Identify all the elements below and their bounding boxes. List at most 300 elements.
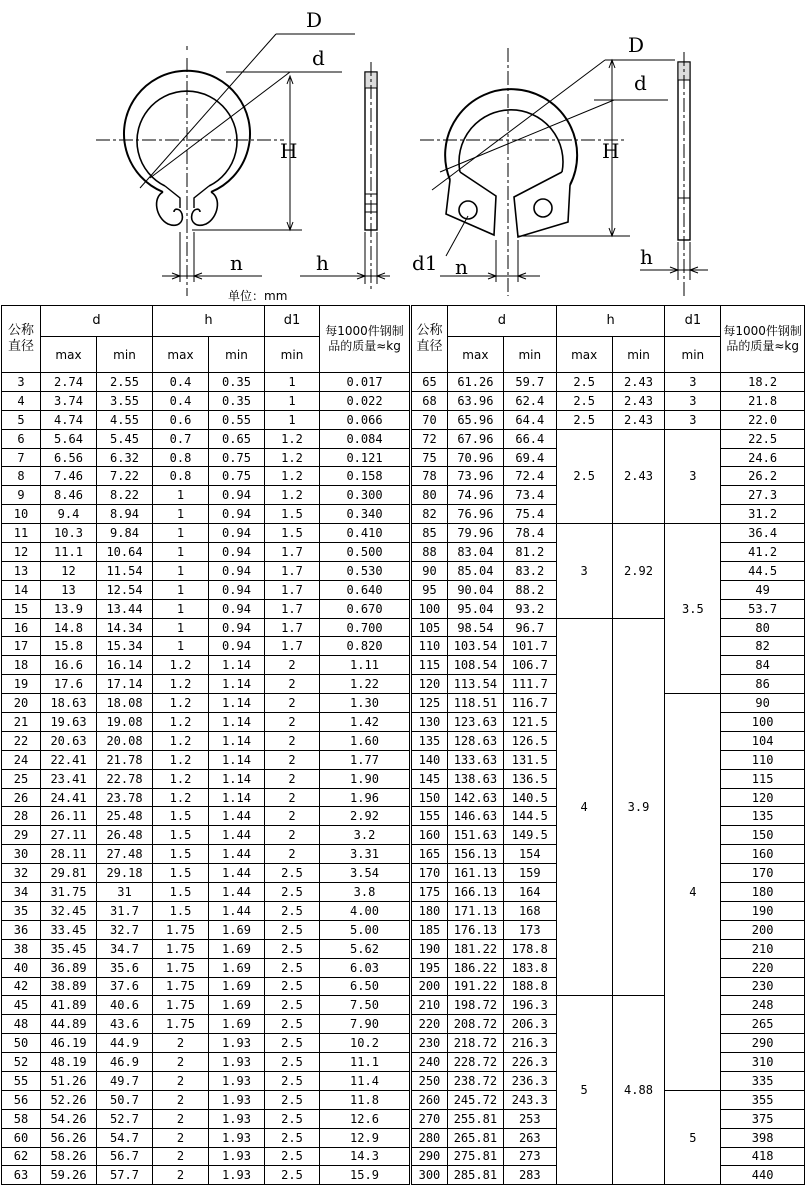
- cell-nominal-diameter: 95: [412, 580, 448, 599]
- cell-d-max: 133.63: [447, 750, 503, 769]
- cell-d-max: 83.04: [447, 543, 503, 562]
- cell-nominal-diameter: 38: [2, 939, 41, 958]
- cell-mass: 115: [721, 769, 805, 788]
- cell-d1-min: 3: [665, 410, 721, 429]
- cell-nominal-diameter: 220: [412, 1015, 448, 1034]
- cell-d-max: 108.54: [447, 656, 503, 675]
- cell-mass: 5.00: [320, 920, 410, 939]
- cell-d-min: 52.7: [97, 1109, 153, 1128]
- cell-nominal-diameter: 140: [412, 750, 448, 769]
- cell-d-max: 35.45: [41, 939, 97, 958]
- cell-nominal-diameter: 26: [2, 788, 41, 807]
- cell-d-max: 58.26: [41, 1147, 97, 1166]
- cell-nominal-diameter: 80: [412, 486, 448, 505]
- cell-nominal-diameter: 115: [412, 656, 448, 675]
- cell-nominal-diameter: 7: [2, 448, 41, 467]
- cell-mass: 190: [721, 901, 805, 920]
- cell-nominal-diameter: 210: [412, 996, 448, 1015]
- cell-mass: 1.96: [320, 788, 410, 807]
- cell-h-max: 1.2: [153, 713, 209, 732]
- cell-nominal-diameter: 200: [412, 977, 448, 996]
- cell-h-min: 1.69: [209, 977, 265, 996]
- cell-d-max: 6.56: [41, 448, 97, 467]
- cell-d-max: 98.54: [447, 618, 503, 637]
- cell-mass: 4.00: [320, 901, 410, 920]
- table-row: [2, 637, 410, 656]
- cell-h-max: 1: [153, 618, 209, 637]
- cell-h-min: 1.44: [209, 883, 265, 902]
- cell-nominal-diameter: 40: [2, 958, 41, 977]
- cell-d1-min: 2: [265, 788, 320, 807]
- cell-mass: 0.820: [320, 637, 410, 656]
- cell-h-max: 1: [153, 524, 209, 543]
- cell-h-max: 1.2: [153, 788, 209, 807]
- cell-mass: 18.2: [721, 373, 805, 392]
- cell-d1-min: 1.2: [265, 467, 320, 486]
- cell-d1-min: 2: [265, 694, 320, 713]
- cell-d-min: 66.4: [503, 429, 556, 448]
- cell-d1-min: 1.7: [265, 543, 320, 562]
- cell-d-max: 113.54: [447, 675, 503, 694]
- cell-h-min: 1.69: [209, 958, 265, 977]
- cell-d-min: 29.18: [97, 864, 153, 883]
- cell-mass: 86: [721, 675, 805, 694]
- cell-nominal-diameter: 120: [412, 675, 448, 694]
- cell-mass: 248: [721, 996, 805, 1015]
- cell-h-min: 1.14: [209, 731, 265, 750]
- cell-mass: 24.6: [721, 448, 805, 467]
- cell-h-min: 1.69: [209, 939, 265, 958]
- header-mass: 每1000件钢制品的质量≈kg: [320, 306, 410, 373]
- cell-mass: 2.92: [320, 807, 410, 826]
- cell-d-max: 24.41: [41, 788, 97, 807]
- cell-h-max: 2.5: [556, 391, 612, 410]
- cell-h-min: 1.14: [209, 788, 265, 807]
- cell-d1-min: 4: [665, 694, 721, 1091]
- cell-h-max: 2: [153, 1166, 209, 1185]
- cell-nominal-diameter: 78: [412, 467, 448, 486]
- cell-d-max: 118.51: [447, 694, 503, 713]
- left-spec-table: [1, 305, 410, 1185]
- table-row: [2, 788, 410, 807]
- cell-h-max: 1.2: [153, 731, 209, 750]
- cell-d-min: 59.7: [503, 373, 556, 392]
- cell-d-max: 11.1: [41, 543, 97, 562]
- header-h-max: max: [556, 337, 612, 373]
- cell-h-min: 2.43: [612, 429, 665, 523]
- cell-d1-min: 2.5: [265, 1015, 320, 1034]
- cell-d-min: 40.6: [97, 996, 153, 1015]
- cell-d-max: 67.96: [447, 429, 503, 448]
- cell-mass: 418: [721, 1147, 805, 1166]
- cell-nominal-diameter: 17: [2, 637, 41, 656]
- cell-mass: 1.22: [320, 675, 410, 694]
- cell-nominal-diameter: 16: [2, 618, 41, 637]
- header-h-max: max: [153, 337, 209, 373]
- cell-d-min: 83.2: [503, 561, 556, 580]
- cell-h-min: 1.14: [209, 713, 265, 732]
- table-row: [2, 391, 410, 410]
- cell-nominal-diameter: 5: [2, 410, 41, 429]
- cell-h-min: 0.35: [209, 391, 265, 410]
- table-row: [2, 1090, 410, 1109]
- cell-d-max: 19.63: [41, 713, 97, 732]
- cell-h-min: 1.14: [209, 769, 265, 788]
- cell-d1-min: 2.5: [265, 1166, 320, 1185]
- cell-h-max: 2: [153, 1090, 209, 1109]
- cell-h-min: 1.44: [209, 826, 265, 845]
- cell-mass: 0.500: [320, 543, 410, 562]
- cell-h-min: 3.9: [612, 618, 665, 996]
- right-label-d1: d1: [412, 251, 438, 275]
- cell-nominal-diameter: 48: [2, 1015, 41, 1034]
- cell-d1-min: 2.5: [265, 883, 320, 902]
- left-label-d: d: [312, 46, 325, 70]
- cell-nominal-diameter: 50: [2, 1034, 41, 1053]
- cell-h-max: 1: [153, 637, 209, 656]
- cell-d1-min: 2.5: [265, 1147, 320, 1166]
- cell-d-min: 17.14: [97, 675, 153, 694]
- table-row: [2, 656, 410, 675]
- cell-mass: 11.4: [320, 1071, 410, 1090]
- cell-d-max: 23.41: [41, 769, 97, 788]
- cell-d-max: 27.11: [41, 826, 97, 845]
- cell-nominal-diameter: 68: [412, 391, 448, 410]
- cell-d-max: 12: [41, 561, 97, 580]
- table-row: [2, 429, 410, 448]
- cell-d-min: 15.34: [97, 637, 153, 656]
- cell-mass: 6.03: [320, 958, 410, 977]
- cell-d-min: 57.7: [97, 1166, 153, 1185]
- cell-d-min: 164: [503, 883, 556, 902]
- cell-h-max: 2.5: [556, 429, 612, 523]
- cell-d-min: 69.4: [503, 448, 556, 467]
- cell-d-min: 32.7: [97, 920, 153, 939]
- cell-nominal-diameter: 60: [2, 1128, 41, 1147]
- cell-mass: 53.7: [721, 599, 805, 618]
- cell-h-max: 1.5: [153, 901, 209, 920]
- cell-mass: 1.30: [320, 694, 410, 713]
- table-row: [2, 1015, 410, 1034]
- cell-h-max: 1: [153, 561, 209, 580]
- cell-d-max: 46.19: [41, 1034, 97, 1053]
- cell-d1-min: 2.5: [265, 1128, 320, 1147]
- cell-nominal-diameter: 18: [2, 656, 41, 675]
- cell-mass: 15.9: [320, 1166, 410, 1185]
- cell-h-max: 1.2: [153, 675, 209, 694]
- cell-mass: 5.62: [320, 939, 410, 958]
- cell-d-max: 228.72: [447, 1053, 503, 1072]
- cell-d-min: 93.2: [503, 599, 556, 618]
- table-row: [2, 618, 410, 637]
- cell-nominal-diameter: 15: [2, 599, 41, 618]
- cell-d1-min: 2.5: [265, 1090, 320, 1109]
- table-row: [2, 675, 410, 694]
- cell-nominal-diameter: 29: [2, 826, 41, 845]
- cell-d-max: 10.3: [41, 524, 97, 543]
- cell-d-max: 90.04: [447, 580, 503, 599]
- cell-d-min: 78.4: [503, 524, 556, 543]
- cell-mass: 3.54: [320, 864, 410, 883]
- cell-d1-min: 2: [265, 750, 320, 769]
- cell-d-min: 140.5: [503, 788, 556, 807]
- cell-d-min: 88.2: [503, 580, 556, 599]
- table-row: [2, 864, 410, 883]
- table-row: [2, 599, 410, 618]
- cell-nominal-diameter: 8: [2, 467, 41, 486]
- cell-mass: 0.022: [320, 391, 410, 410]
- cell-h-max: 1.75: [153, 939, 209, 958]
- cell-mass: 0.066: [320, 410, 410, 429]
- cell-nominal-diameter: 125: [412, 694, 448, 713]
- header-d-min: min: [97, 337, 153, 373]
- cell-d-max: 61.26: [447, 373, 503, 392]
- cell-d1-min: 5: [665, 1090, 721, 1184]
- cell-h-min: 2.43: [612, 410, 665, 429]
- cell-d-max: 33.45: [41, 920, 97, 939]
- header-d1-min: min: [665, 337, 721, 373]
- cell-nominal-diameter: 145: [412, 769, 448, 788]
- table-row: [412, 410, 805, 429]
- cell-d-max: 156.13: [447, 845, 503, 864]
- cell-nominal-diameter: 160: [412, 826, 448, 845]
- cell-h-max: 1.75: [153, 920, 209, 939]
- cell-h-max: 0.8: [153, 467, 209, 486]
- cell-h-max: 2: [153, 1147, 209, 1166]
- cell-h-min: 0.75: [209, 467, 265, 486]
- cell-d-max: 74.96: [447, 486, 503, 505]
- cell-d-max: 54.26: [41, 1109, 97, 1128]
- cell-d1-min: 2.5: [265, 920, 320, 939]
- table-row: [2, 731, 410, 750]
- cell-d-max: 59.26: [41, 1166, 97, 1185]
- table-row: [2, 1034, 410, 1053]
- table-row: [2, 996, 410, 1015]
- cell-d-min: 253: [503, 1109, 556, 1128]
- cell-d-min: 5.45: [97, 429, 153, 448]
- cell-d-max: 275.81: [447, 1147, 503, 1166]
- right-spec-table: [411, 305, 805, 1185]
- cell-d1-min: 2: [265, 845, 320, 864]
- cell-h-min: 1.93: [209, 1071, 265, 1090]
- table-row: [2, 1071, 410, 1090]
- cell-nominal-diameter: 175: [412, 883, 448, 902]
- cell-d-min: 263: [503, 1128, 556, 1147]
- left-label-h: h: [316, 251, 329, 275]
- cell-d-min: 106.7: [503, 656, 556, 675]
- cell-d1-min: 2.5: [265, 1053, 320, 1072]
- cell-nominal-diameter: 82: [412, 505, 448, 524]
- cell-h-min: 0.94: [209, 599, 265, 618]
- table-row: [2, 939, 410, 958]
- cell-h-max: 1.2: [153, 769, 209, 788]
- cell-nominal-diameter: 155: [412, 807, 448, 826]
- table-row: [2, 807, 410, 826]
- table-row: [2, 750, 410, 769]
- header-h-min: min: [612, 337, 665, 373]
- cell-mass: 150: [721, 826, 805, 845]
- cell-nominal-diameter: 65: [412, 373, 448, 392]
- cell-mass: 375: [721, 1109, 805, 1128]
- table-row: [2, 883, 410, 902]
- cell-nominal-diameter: 32: [2, 864, 41, 883]
- table-row: [2, 524, 410, 543]
- cell-d-min: 136.5: [503, 769, 556, 788]
- cell-nominal-diameter: 300: [412, 1166, 448, 1185]
- cell-d-max: 5.64: [41, 429, 97, 448]
- cell-d-min: 131.5: [503, 750, 556, 769]
- cell-nominal-diameter: 24: [2, 750, 41, 769]
- cell-mass: 3.31: [320, 845, 410, 864]
- cell-d-min: 73.4: [503, 486, 556, 505]
- cell-nominal-diameter: 6: [2, 429, 41, 448]
- cell-d-max: 31.75: [41, 883, 97, 902]
- header-nominal-diameter: 公称直径: [412, 306, 448, 373]
- cell-d-min: 37.6: [97, 977, 153, 996]
- cell-mass: 200: [721, 920, 805, 939]
- cell-d-min: 49.7: [97, 1071, 153, 1090]
- cell-nominal-diameter: 52: [2, 1053, 41, 1072]
- cell-d1-min: 2.5: [265, 901, 320, 920]
- cell-d1-min: 2.5: [265, 939, 320, 958]
- cell-mass: 3.8: [320, 883, 410, 902]
- cell-d-max: 208.72: [447, 1015, 503, 1034]
- cell-nominal-diameter: 34: [2, 883, 41, 902]
- header-d-min: min: [503, 337, 556, 373]
- cell-d1-min: 2: [265, 826, 320, 845]
- cell-mass: 90: [721, 694, 805, 713]
- cell-mass: 1.42: [320, 713, 410, 732]
- cell-h-max: 0.7: [153, 429, 209, 448]
- cell-d1-min: 2.5: [265, 1109, 320, 1128]
- cell-d-max: 13.9: [41, 599, 97, 618]
- cell-mass: 0.700: [320, 618, 410, 637]
- header-h: h: [556, 306, 665, 337]
- cell-d-min: 196.3: [503, 996, 556, 1015]
- cell-d-min: 11.54: [97, 561, 153, 580]
- cell-d1-min: 3: [665, 429, 721, 523]
- cell-d-min: 19.08: [97, 713, 153, 732]
- cell-h-min: 0.55: [209, 410, 265, 429]
- cell-d-max: 218.72: [447, 1034, 503, 1053]
- cell-d-min: 46.9: [97, 1053, 153, 1072]
- cell-mass: 14.3: [320, 1147, 410, 1166]
- cell-mass: 36.4: [721, 524, 805, 543]
- cell-d-min: 8.94: [97, 505, 153, 524]
- cell-mass: 1.60: [320, 731, 410, 750]
- cell-h-min: 1.93: [209, 1053, 265, 1072]
- table-row: [2, 1109, 410, 1128]
- cell-mass: 22.0: [721, 410, 805, 429]
- cell-d-max: 41.89: [41, 996, 97, 1015]
- cell-h-max: 1: [153, 505, 209, 524]
- cell-d-max: 20.63: [41, 731, 97, 750]
- cell-d-min: 22.78: [97, 769, 153, 788]
- cell-d-max: 95.04: [447, 599, 503, 618]
- table-row: [2, 486, 410, 505]
- header-d-max: max: [41, 337, 97, 373]
- cell-h-max: 5: [556, 996, 612, 1185]
- cell-d-max: 13: [41, 580, 97, 599]
- cell-h-min: 4.88: [612, 996, 665, 1185]
- cell-d-min: 149.5: [503, 826, 556, 845]
- cell-h-max: 1.5: [153, 845, 209, 864]
- cell-d-max: 198.72: [447, 996, 503, 1015]
- cell-mass: 49: [721, 580, 805, 599]
- cell-h-min: 1.14: [209, 656, 265, 675]
- cell-h-min: 0.75: [209, 448, 265, 467]
- cell-h-min: 0.94: [209, 618, 265, 637]
- cell-d-min: 116.7: [503, 694, 556, 713]
- cell-d-min: 12.54: [97, 580, 153, 599]
- cell-h-min: 1.93: [209, 1034, 265, 1053]
- cell-d-min: 111.7: [503, 675, 556, 694]
- cell-d1-min: 1.7: [265, 637, 320, 656]
- cell-nominal-diameter: 11: [2, 524, 41, 543]
- cell-d-max: 56.26: [41, 1128, 97, 1147]
- cell-h-min: 0.94: [209, 505, 265, 524]
- cell-d-min: 26.48: [97, 826, 153, 845]
- cell-mass: 220: [721, 958, 805, 977]
- cell-d-min: 4.55: [97, 410, 153, 429]
- cell-mass: 44.5: [721, 561, 805, 580]
- table-row: [412, 429, 805, 448]
- cell-mass: 1.11: [320, 656, 410, 675]
- cell-mass: 0.530: [320, 561, 410, 580]
- left-label-H: H: [280, 139, 298, 163]
- cell-d-max: 123.63: [447, 713, 503, 732]
- table-row: [2, 769, 410, 788]
- cell-d-min: 2.55: [97, 373, 153, 392]
- cell-d-max: 44.89: [41, 1015, 97, 1034]
- cell-d-max: 191.22: [447, 977, 503, 996]
- table-row: [2, 694, 410, 713]
- cell-nominal-diameter: 62: [2, 1147, 41, 1166]
- cell-d-min: 173: [503, 920, 556, 939]
- cell-h-min: 1.93: [209, 1090, 265, 1109]
- cell-d-min: 64.4: [503, 410, 556, 429]
- cell-d-max: 142.63: [447, 788, 503, 807]
- cell-h-min: 1.44: [209, 845, 265, 864]
- header-d: d: [41, 306, 153, 337]
- cell-h-max: 1.5: [153, 883, 209, 902]
- cell-d-max: 161.13: [447, 864, 503, 883]
- cell-h-min: 1.69: [209, 920, 265, 939]
- cell-d-min: 6.32: [97, 448, 153, 467]
- cell-d1-min: 2: [265, 769, 320, 788]
- cell-h-min: 1.93: [209, 1166, 265, 1185]
- table-row: [2, 977, 410, 996]
- cell-h-max: 0.8: [153, 448, 209, 467]
- cell-d-min: 10.64: [97, 543, 153, 562]
- table-row: [2, 826, 410, 845]
- cell-d-max: 245.72: [447, 1090, 503, 1109]
- cell-mass: 0.410: [320, 524, 410, 543]
- cell-h-min: 0.35: [209, 373, 265, 392]
- cell-nominal-diameter: 150: [412, 788, 448, 807]
- header-nominal-diameter: 公称直径: [2, 306, 41, 373]
- cell-nominal-diameter: 12: [2, 543, 41, 562]
- cell-h-max: 2.5: [556, 373, 612, 392]
- cell-h-max: 1.2: [153, 750, 209, 769]
- cell-d-min: 273: [503, 1147, 556, 1166]
- cell-d-min: 56.7: [97, 1147, 153, 1166]
- table-row: [2, 1053, 410, 1072]
- cell-nominal-diameter: 70: [412, 410, 448, 429]
- cell-h-min: 2.92: [612, 524, 665, 618]
- cell-h-max: 2: [153, 1128, 209, 1147]
- cell-h-max: 0.6: [153, 410, 209, 429]
